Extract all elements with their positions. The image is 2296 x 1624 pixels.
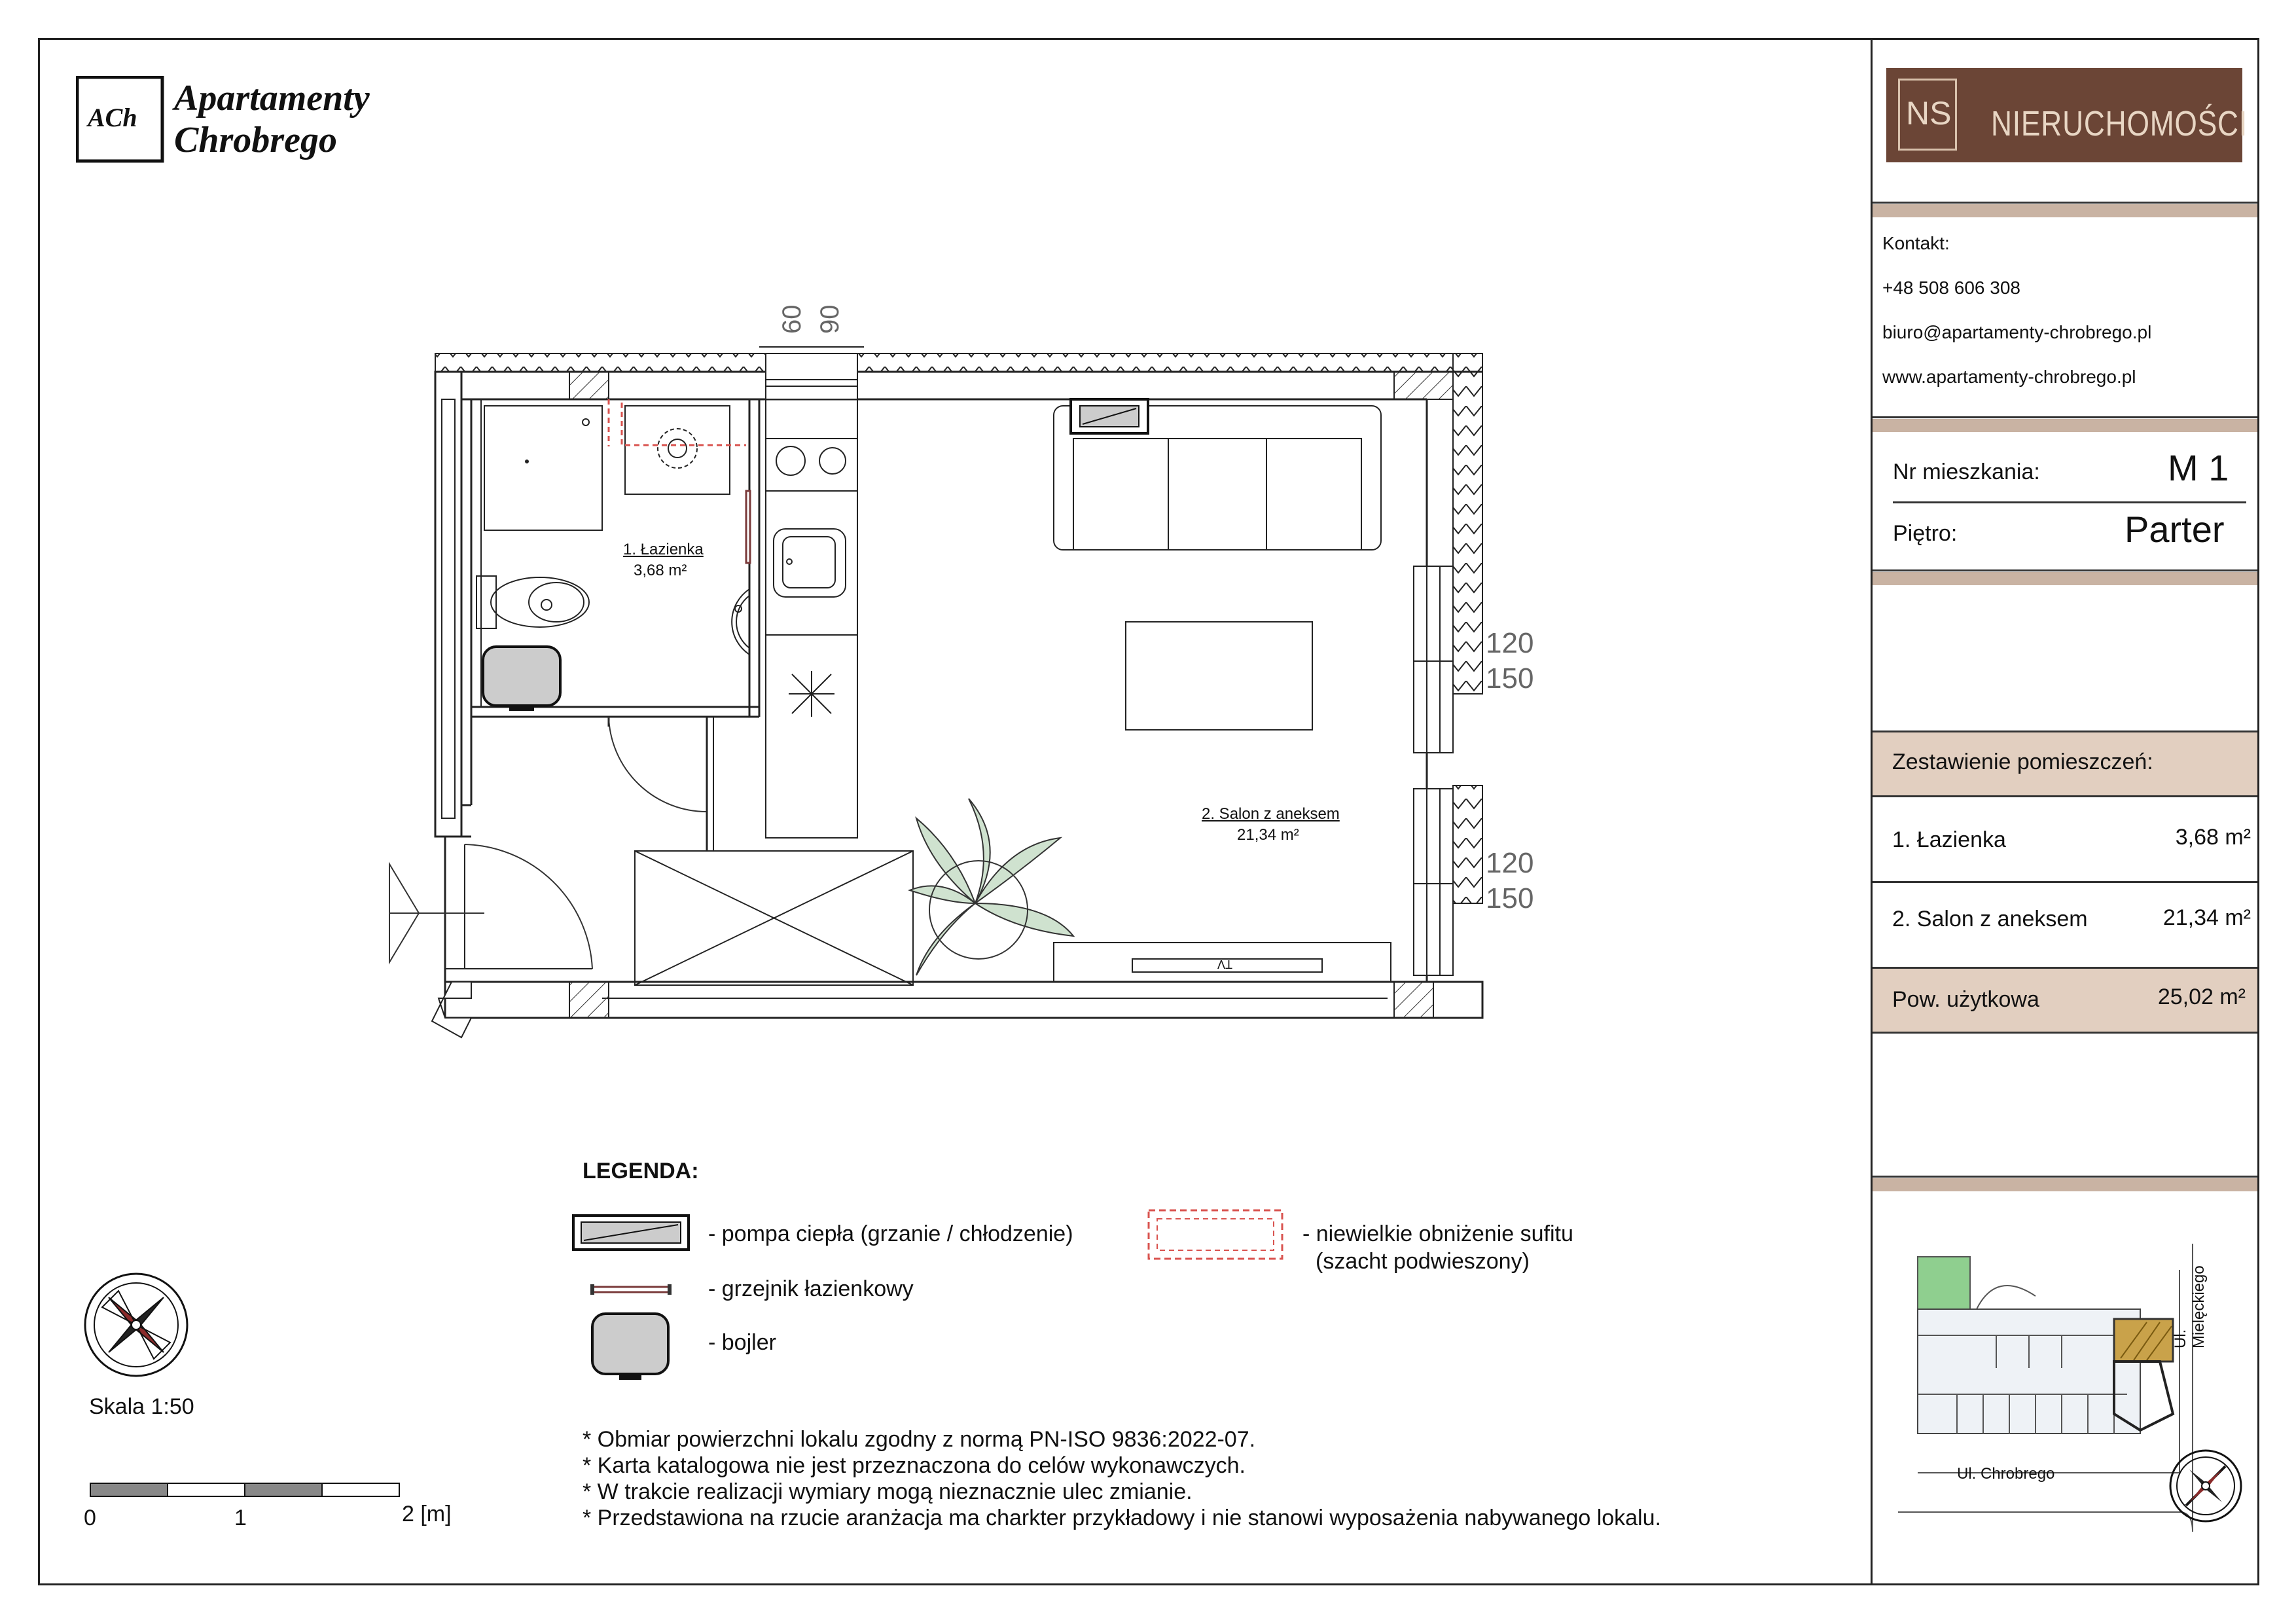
apartment-number-value: M 1 <box>2168 447 2229 488</box>
bathroom-radiator-icon <box>590 1283 672 1297</box>
floor-value: Parter <box>2125 509 2225 550</box>
legend-item: - grzejnik łazienkowy <box>708 1276 914 1301</box>
ceiling-legend-line1: - niewielkie obniżenie sufitu <box>1302 1221 1573 1246</box>
floor-label: Piętro: <box>1893 521 1958 546</box>
sidebar-rule <box>1873 1032 2257 1034</box>
sidebar-rule <box>1873 569 2257 571</box>
site-map-green-area <box>1918 1257 1970 1316</box>
sidebar-band <box>1873 419 2257 432</box>
room-row-name: 2. Salon z aneksem <box>1892 907 2088 931</box>
room-row <box>1873 883 2257 967</box>
room2-area: 21,34 m² <box>1237 826 1299 844</box>
plant-icon <box>910 799 1073 975</box>
scale-tick-1: 1 <box>234 1506 247 1530</box>
sidebar-rule <box>1873 416 2257 418</box>
total-area-row <box>1873 969 2257 1032</box>
floor-plan <box>367 288 1571 1074</box>
logo-monogram: ACh <box>88 103 137 132</box>
total-area-value: 25,02 m² <box>2157 984 2246 1009</box>
sidebar-rule <box>1873 1176 2257 1178</box>
logo-line2: Chrobrego <box>174 120 337 160</box>
scale-tick-2: 2 [m] <box>402 1502 452 1526</box>
note: * Karta katalogowa nie jest przeznaczona do celów wykonawczych. <box>583 1453 1246 1478</box>
scale-bar <box>89 1481 403 1500</box>
dim-top-b: 90 <box>816 304 844 334</box>
legend-item: - pompa ciepła (grzanie / chłodzenie) <box>708 1221 1073 1246</box>
note: * Przedstawiona na rzucie aranżacja ma charkter przykładowy i nie stanowi wyposażenia nabywanego lokalu. <box>583 1506 1661 1530</box>
dim-top-a: 60 <box>778 304 806 334</box>
site-map-drawing <box>1878 1204 2251 1571</box>
compass-icon <box>82 1271 190 1379</box>
window2-dim-a: 120 <box>1486 847 1534 879</box>
contact-website[interactable]: www.apartamenty-chrobrego.pl <box>1882 367 2136 387</box>
room-row-area: 3,68 m² <box>2175 825 2251 850</box>
contact-label: Kontakt: <box>1882 233 1950 253</box>
sidebar-rule <box>1873 202 2257 204</box>
floor-plan-drawing <box>367 288 1571 1074</box>
site-map <box>1878 1204 2251 1571</box>
total-area-label: Pow. użytkowa <box>1892 987 2039 1012</box>
window2-dim-b: 150 <box>1486 882 1534 914</box>
logo-line1: Apartamenty <box>174 78 370 118</box>
room-row-area: 21,34 m² <box>2162 905 2251 930</box>
scale-tick-0: 0 <box>84 1506 96 1530</box>
site-map-compass-icon <box>2170 1451 2241 1521</box>
sidebar-band <box>1873 572 2257 585</box>
street-horizontal: Ul. Chrobrego <box>1957 1465 2055 1483</box>
heat-pump-icon <box>572 1214 690 1254</box>
contact-phone[interactable]: +48 508 606 308 <box>1882 278 2020 298</box>
room1-name: 1. Łazienka <box>623 541 704 558</box>
window1-dim-b: 150 <box>1486 662 1534 695</box>
room1-area: 3,68 m² <box>634 562 687 579</box>
scale-label: Skala 1:50 <box>89 1394 194 1419</box>
ceiling-legend-line2: (szacht podwieszony) <box>1316 1249 1530 1274</box>
boiler-icon <box>590 1312 672 1384</box>
legend-title: LEGENDA: <box>583 1159 699 1183</box>
legend-item: - bojler <box>708 1330 776 1355</box>
room-row <box>1873 797 2257 881</box>
apartment-rule <box>1893 501 2246 503</box>
rooms-summary-header <box>1873 732 2257 795</box>
partner-monogram: NS <box>1906 95 1952 132</box>
logo <box>76 76 429 168</box>
note: * Obmiar powierzchni lokalu zgodny z normą PN-ISO 9836:2022-07. <box>583 1427 1256 1452</box>
partner-logo <box>1886 68 2248 162</box>
sidebar-band <box>1873 1178 2257 1191</box>
window1-dim-a: 120 <box>1486 627 1534 659</box>
contact-email[interactable]: biuro@apartamenty-chrobrego.pl <box>1882 322 2152 342</box>
room-row-name: 1. Łazienka <box>1892 827 2006 852</box>
rooms-summary-title: Zestawienie pomieszczeń: <box>1892 749 2153 774</box>
tv-label: TV <box>1217 958 1233 971</box>
street-vertical: Ul. Mielęckiego <box>2172 1265 2208 1348</box>
note: * W trakcie realizacji wymiary mogą nieznacznie ulec zmianie. <box>583 1479 1193 1504</box>
ceiling-lowering-icon <box>1147 1208 1285 1262</box>
partner-name: NIERUCHOMOŚCI <box>1991 104 2248 143</box>
room2-name: 2. Salon z aneksem <box>1202 805 1340 823</box>
sidebar-band <box>1873 204 2257 217</box>
apartment-number-label: Nr mieszkania: <box>1893 460 2040 484</box>
